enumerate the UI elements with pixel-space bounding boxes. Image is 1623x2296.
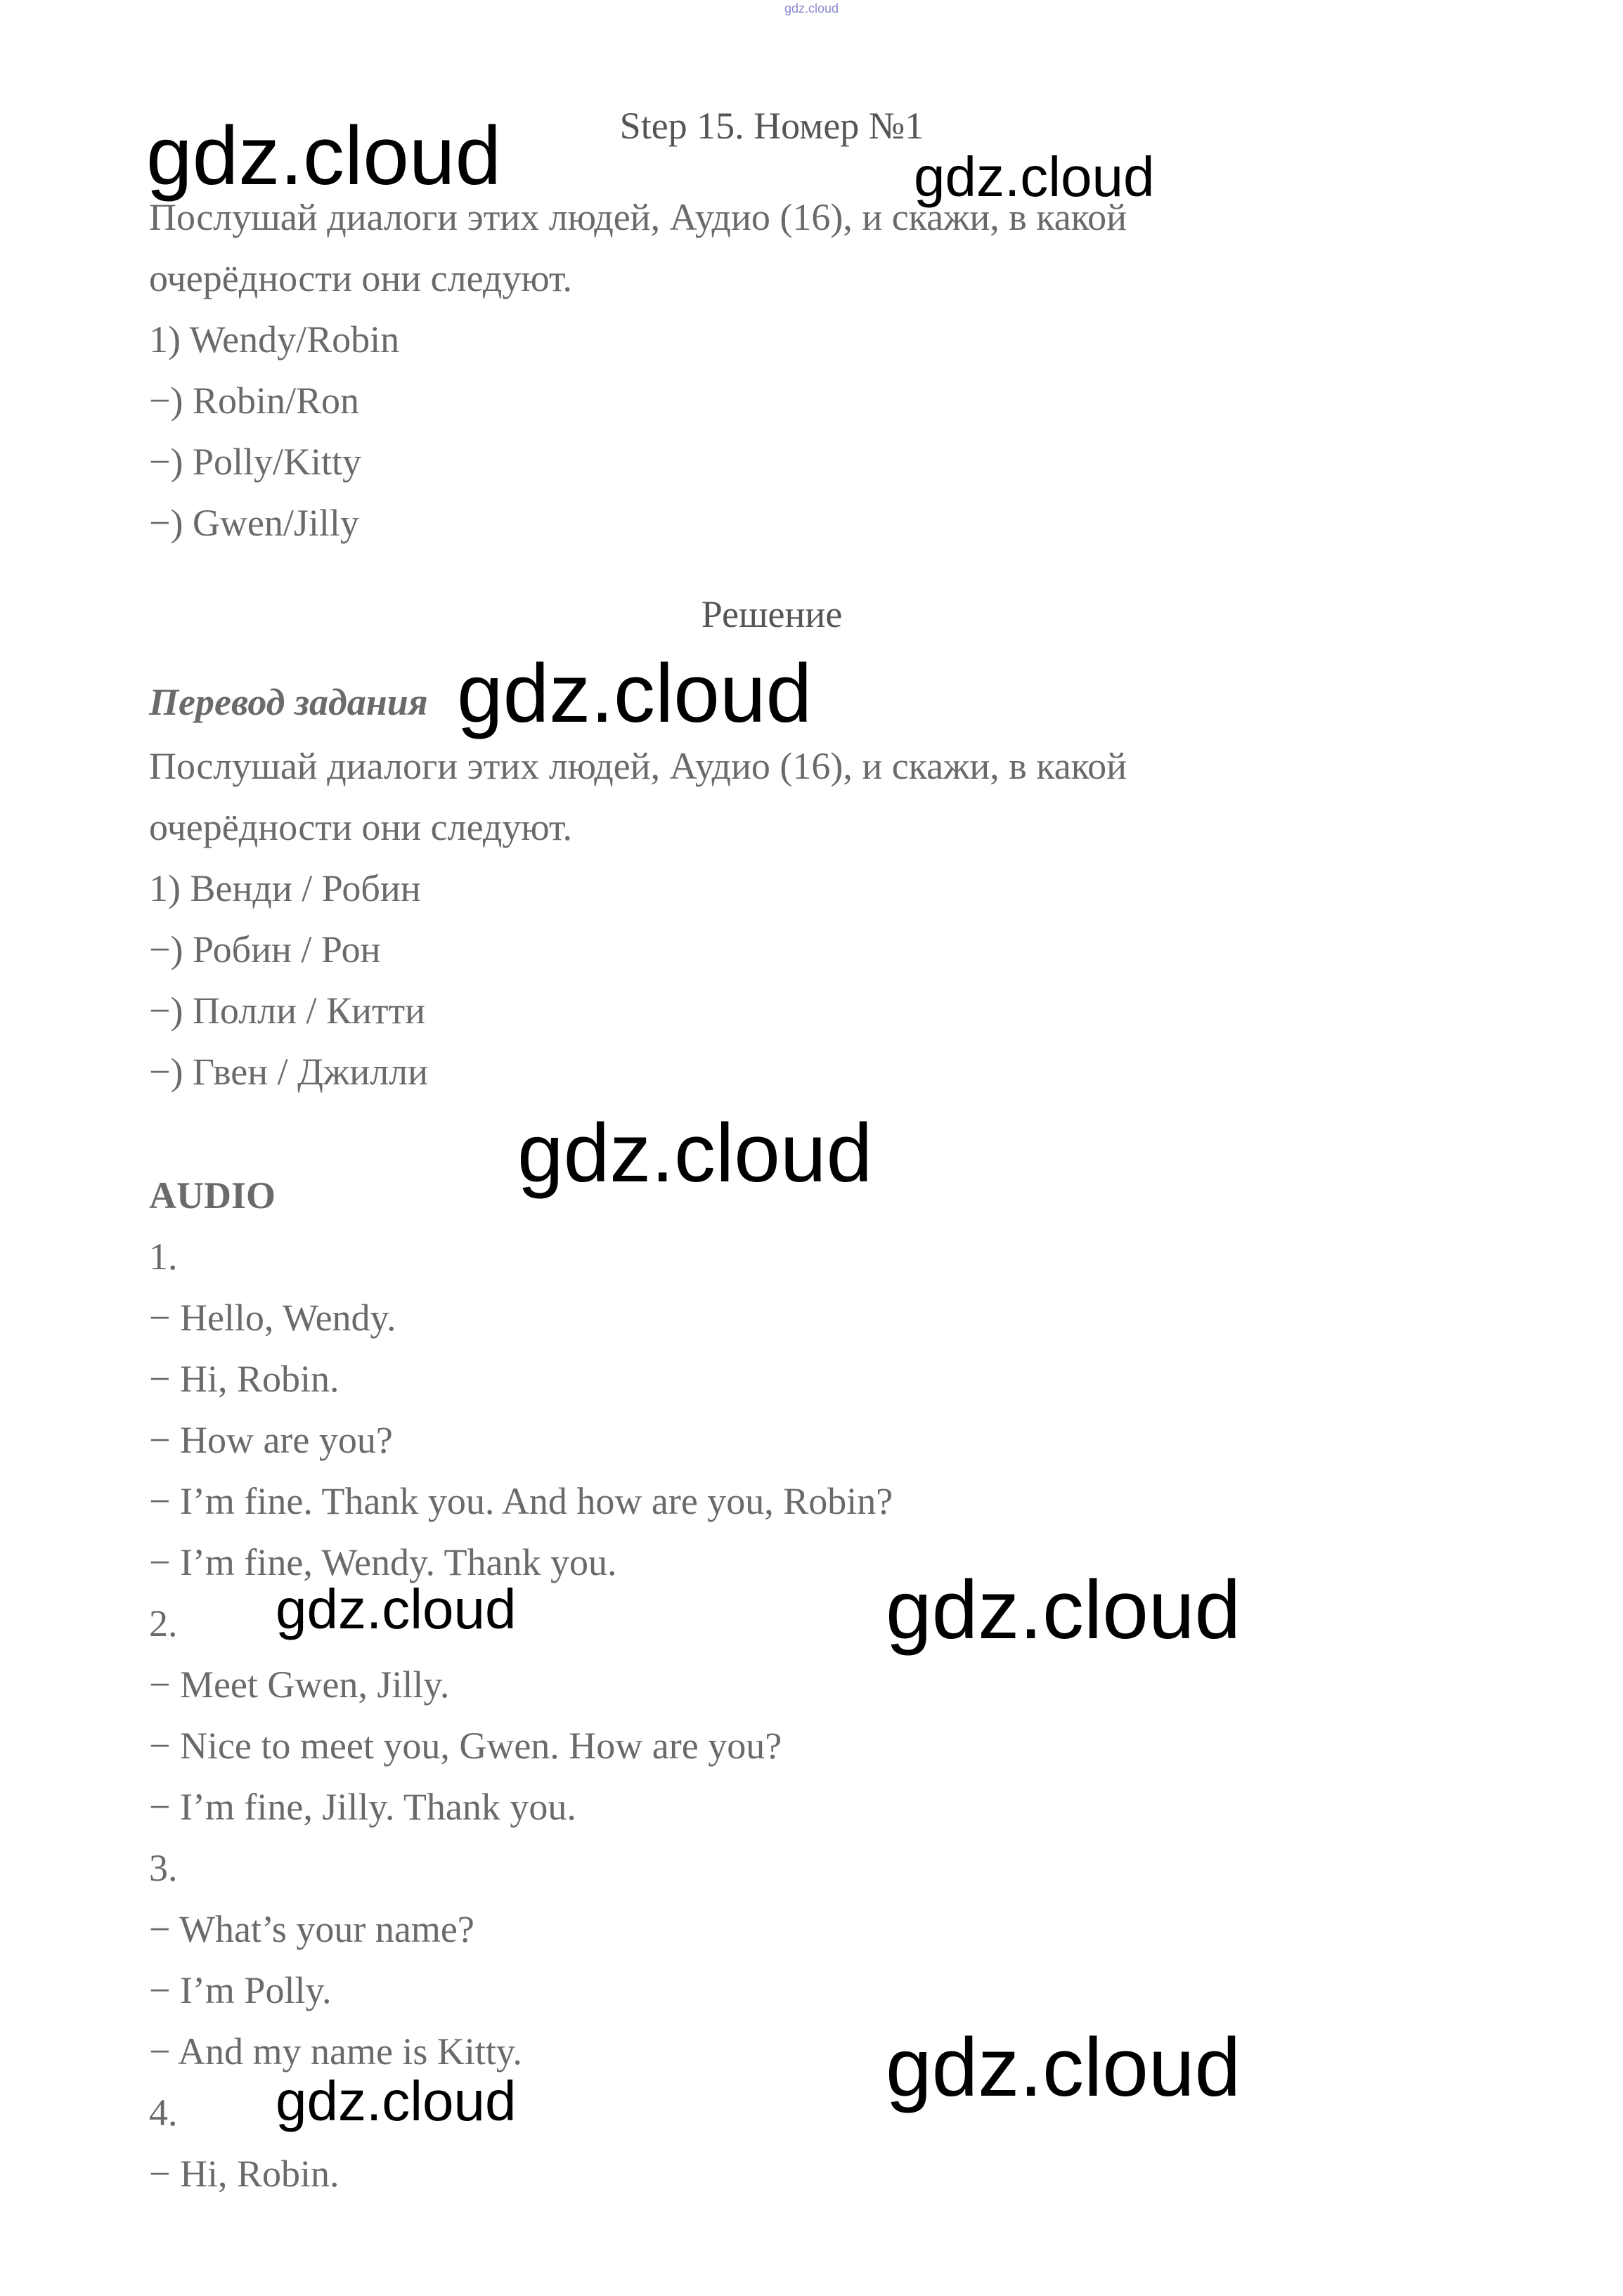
audio-line: − And my name is Kitty. xyxy=(149,2030,522,2073)
watermark: gdz.cloud xyxy=(517,1107,873,1200)
watermark: gdz.cloud xyxy=(146,110,502,202)
translation-heading: Перевод задания xyxy=(149,681,428,723)
translation-item: −) Гвен / Джилли xyxy=(149,1051,428,1093)
audio-line: − Nice to meet you, Gwen. How are you? xyxy=(149,1725,782,1767)
audio-line: − What’s your name? xyxy=(149,1908,474,1950)
translation-item: −) Полли / Китти xyxy=(149,990,426,1032)
audio-line: − I’m Polly. xyxy=(149,1969,332,2011)
watermark: gdz.cloud xyxy=(276,1578,517,1640)
audio-line: 2. xyxy=(149,1602,178,1645)
audio-line: − How are you? xyxy=(149,1419,393,1461)
task-text-line-1: Послушай диалоги этих людей, Аудио (16), и скажи, в какой xyxy=(149,196,1127,238)
audio-line: 3. xyxy=(149,1847,178,1889)
audio-line: − I’m fine, Wendy. Thank you. xyxy=(149,1541,617,1583)
audio-line: − I’m fine, Jilly. Thank you. xyxy=(149,1786,576,1828)
solution-heading: Решение xyxy=(701,593,843,635)
top-watermark: gdz.cloud xyxy=(784,1,839,15)
audio-heading: AUDIO xyxy=(149,1174,276,1217)
watermark: gdz.cloud xyxy=(276,2070,517,2132)
translation-item: −) Робин / Рон xyxy=(149,928,381,971)
translation-item: 1) Венди / Робин xyxy=(149,867,421,909)
task-item: 1) Wendy/Robin xyxy=(149,318,400,361)
audio-line: − Hi, Robin. xyxy=(149,1358,340,1400)
task-item: −) Gwen/Jilly xyxy=(149,502,359,544)
task-item: −) Robin/Ron xyxy=(149,380,359,422)
watermark: gdz.cloud xyxy=(886,1564,1241,1656)
audio-line: − Meet Gwen, Jilly. xyxy=(149,1663,450,1706)
audio-line: 4. xyxy=(149,2091,178,2134)
audio-line: − Hello, Wendy. xyxy=(149,1297,396,1339)
watermark: gdz.cloud xyxy=(914,145,1155,208)
audio-line: 1. xyxy=(149,1235,178,1278)
page-title: Step 15. Номер №1 xyxy=(619,105,924,147)
watermark: gdz.cloud xyxy=(457,647,813,740)
task-text-line-2: очерёдности они следуют. xyxy=(149,257,572,299)
translation-text-line-1: Послушай диалоги этих людей, Аудио (16), и скажи, в какой xyxy=(149,745,1127,787)
audio-line: − Hi, Robin. xyxy=(149,2153,340,2195)
watermark: gdz.cloud xyxy=(886,2021,1241,2114)
translation-text-line-2: очерёдности они следуют. xyxy=(149,806,572,848)
audio-line: − I’m fine. Thank you. And how are you, Robin? xyxy=(149,1480,893,1522)
task-item: −) Polly/Kitty xyxy=(149,441,361,483)
